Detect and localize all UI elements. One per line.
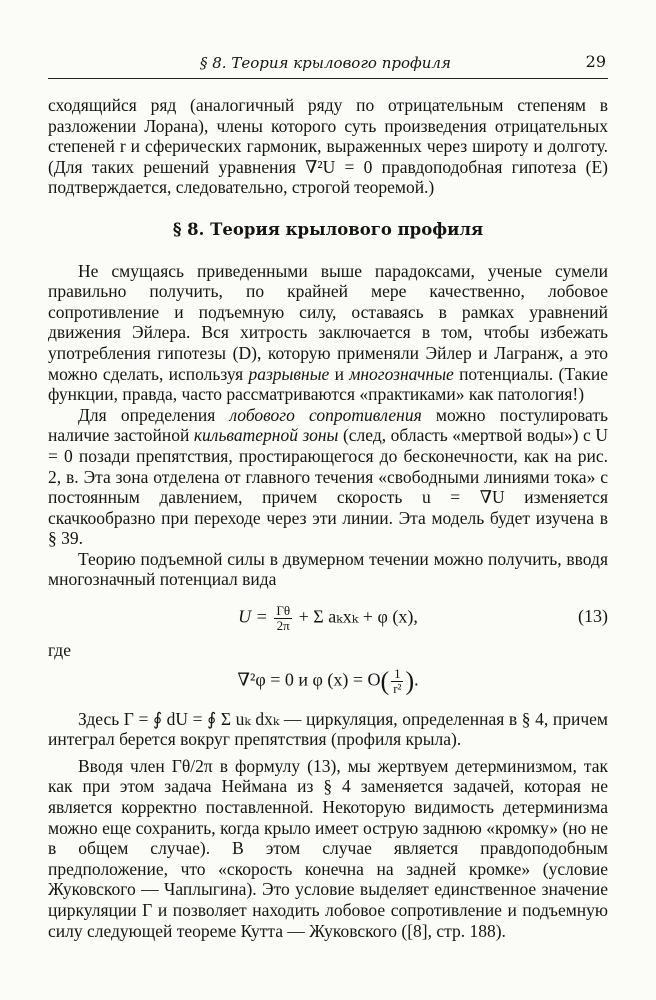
formula-laplace-left: ∇²φ = 0 и φ (x) = O: [237, 669, 381, 690]
running-title: § 8. Теория крылового профиля: [200, 54, 451, 72]
running-head: [48, 48, 608, 79]
paren-open: (: [380, 666, 390, 696]
formula-13-expression: [48, 604, 608, 633]
paragraph-continued: сходящийся ряд (аналогичный ряду по отрицательным степеням в разложении Лорана), члены которого суть произведения отрицательных степеней r и сферических гармоник, выраженных через широту и долготу. (Для таких решений уравнения ∇²U = 0 правдоподобная гипотеза (E) подтверждается, следовательно, строгой теоремой.): [48, 95, 608, 198]
formula-13-frac-num: Γθ: [276, 603, 291, 619]
formula-laplace-fraction: [391, 667, 403, 696]
formula-laplace: [48, 661, 608, 701]
where-word: где: [48, 640, 71, 661]
circulation-formula: Здесь Γ = ∮ dU = ∮ Σ uₖ dxₖ: [78, 708, 280, 729]
paragraph-1: [48, 261, 608, 405]
book-page: [48, 48, 608, 941]
formula-13-lhs: U =: [238, 606, 268, 627]
formula-laplace-frac-num: 1: [391, 667, 403, 682]
formula-13-fraction: [274, 604, 292, 633]
paragraph-1-text-a: Не смущаясь приведенными выше парадоксами, ученые сумели правильно получить, по крайней мере качественно, лобовое сопротивление и подъемную силу, оставаясь в рамках уравнений движения Эйлера. Вся хитрость заключается в том, чтобы избежать употребления гипотезы (D), которую применяли Эйлер и Лагранж, а это можно сделать, используя: [48, 260, 608, 384]
paragraph-4-text: — циркуляция, определенная в § 4, причем интеграл берется вокруг препятствия (профиля крыла).: [48, 708, 608, 750]
formula-13-frac-den: 2π: [276, 618, 290, 634]
page-content: [48, 95, 608, 941]
formula-laplace-tail: .: [414, 669, 419, 690]
paragraph-4: [48, 709, 608, 750]
emphasis-discontinuous: разрывные: [248, 363, 330, 384]
emphasis-multivalued: многозначные: [349, 363, 454, 384]
section-heading: § 8. Теория крылового профиля: [172, 219, 484, 239]
paragraph-2-text-b: можно постулировать наличие застойной: [48, 404, 608, 446]
formula-laplace-expression: [48, 667, 608, 696]
page-number: 29: [585, 52, 606, 71]
formula-laplace-frac-den: r²: [393, 680, 402, 696]
paragraph-5: Вводя член Γθ/2π в формулу (13), мы жертвуем детерминизмом, так как при этом задача Неймана из § 4 заменяется задачей, которая не является корректно поставленной. Некоторую видимость детерминизма можно еще сохранить, когда крыло имеет острую заднюю «кромку» (но не в общем случае). В этом случае является правдоподобным предположение, что «скорость конечна на задней кромке» (условие Жуковского — Чаплыгина). Это условие выделяет единственное значение циркуляции Γ и позволяет находить лобовое сопротивление и подъемную силу следующей теореме Кутта — Жуковского ([8], стр. 188).: [48, 755, 608, 941]
paragraph-2-text-c: (след, область «мертвой воды») с U = 0 позади препятствия, простирающегося до бесконечности, как на рис. 2, в. Эта зона отделена от главного течения «свободными линиями тока» с постоянным давлением, причем скорость u = ∇U изменяется скачкообразно при переходе через эти линии. Эта модель будет изучена в § 39.: [48, 425, 608, 549]
formula-13-rest: + Σ aₖxₖ + φ (x),: [298, 606, 418, 627]
emphasis-wake-zone: кильватерной зоны: [193, 425, 339, 446]
emphasis-drag: лобового сопротивления: [229, 404, 422, 425]
paragraph-1-text-b: и: [329, 363, 350, 384]
paragraph-3: Теорию подъемной силы в двумерном течении можно получить, вводя многозначный потенциал вида: [48, 548, 608, 590]
paragraph-1-text-c: потенциалы. (Такие функции, правда, часто рассматриваются «практиками» как патология!): [48, 363, 608, 405]
paragraph-2-text-a: Для определения: [78, 404, 230, 425]
paragraph-2: [48, 405, 608, 549]
formula-13: [48, 594, 608, 638]
paren-close: ): [405, 666, 415, 696]
formula-13-number: (13): [578, 606, 608, 627]
